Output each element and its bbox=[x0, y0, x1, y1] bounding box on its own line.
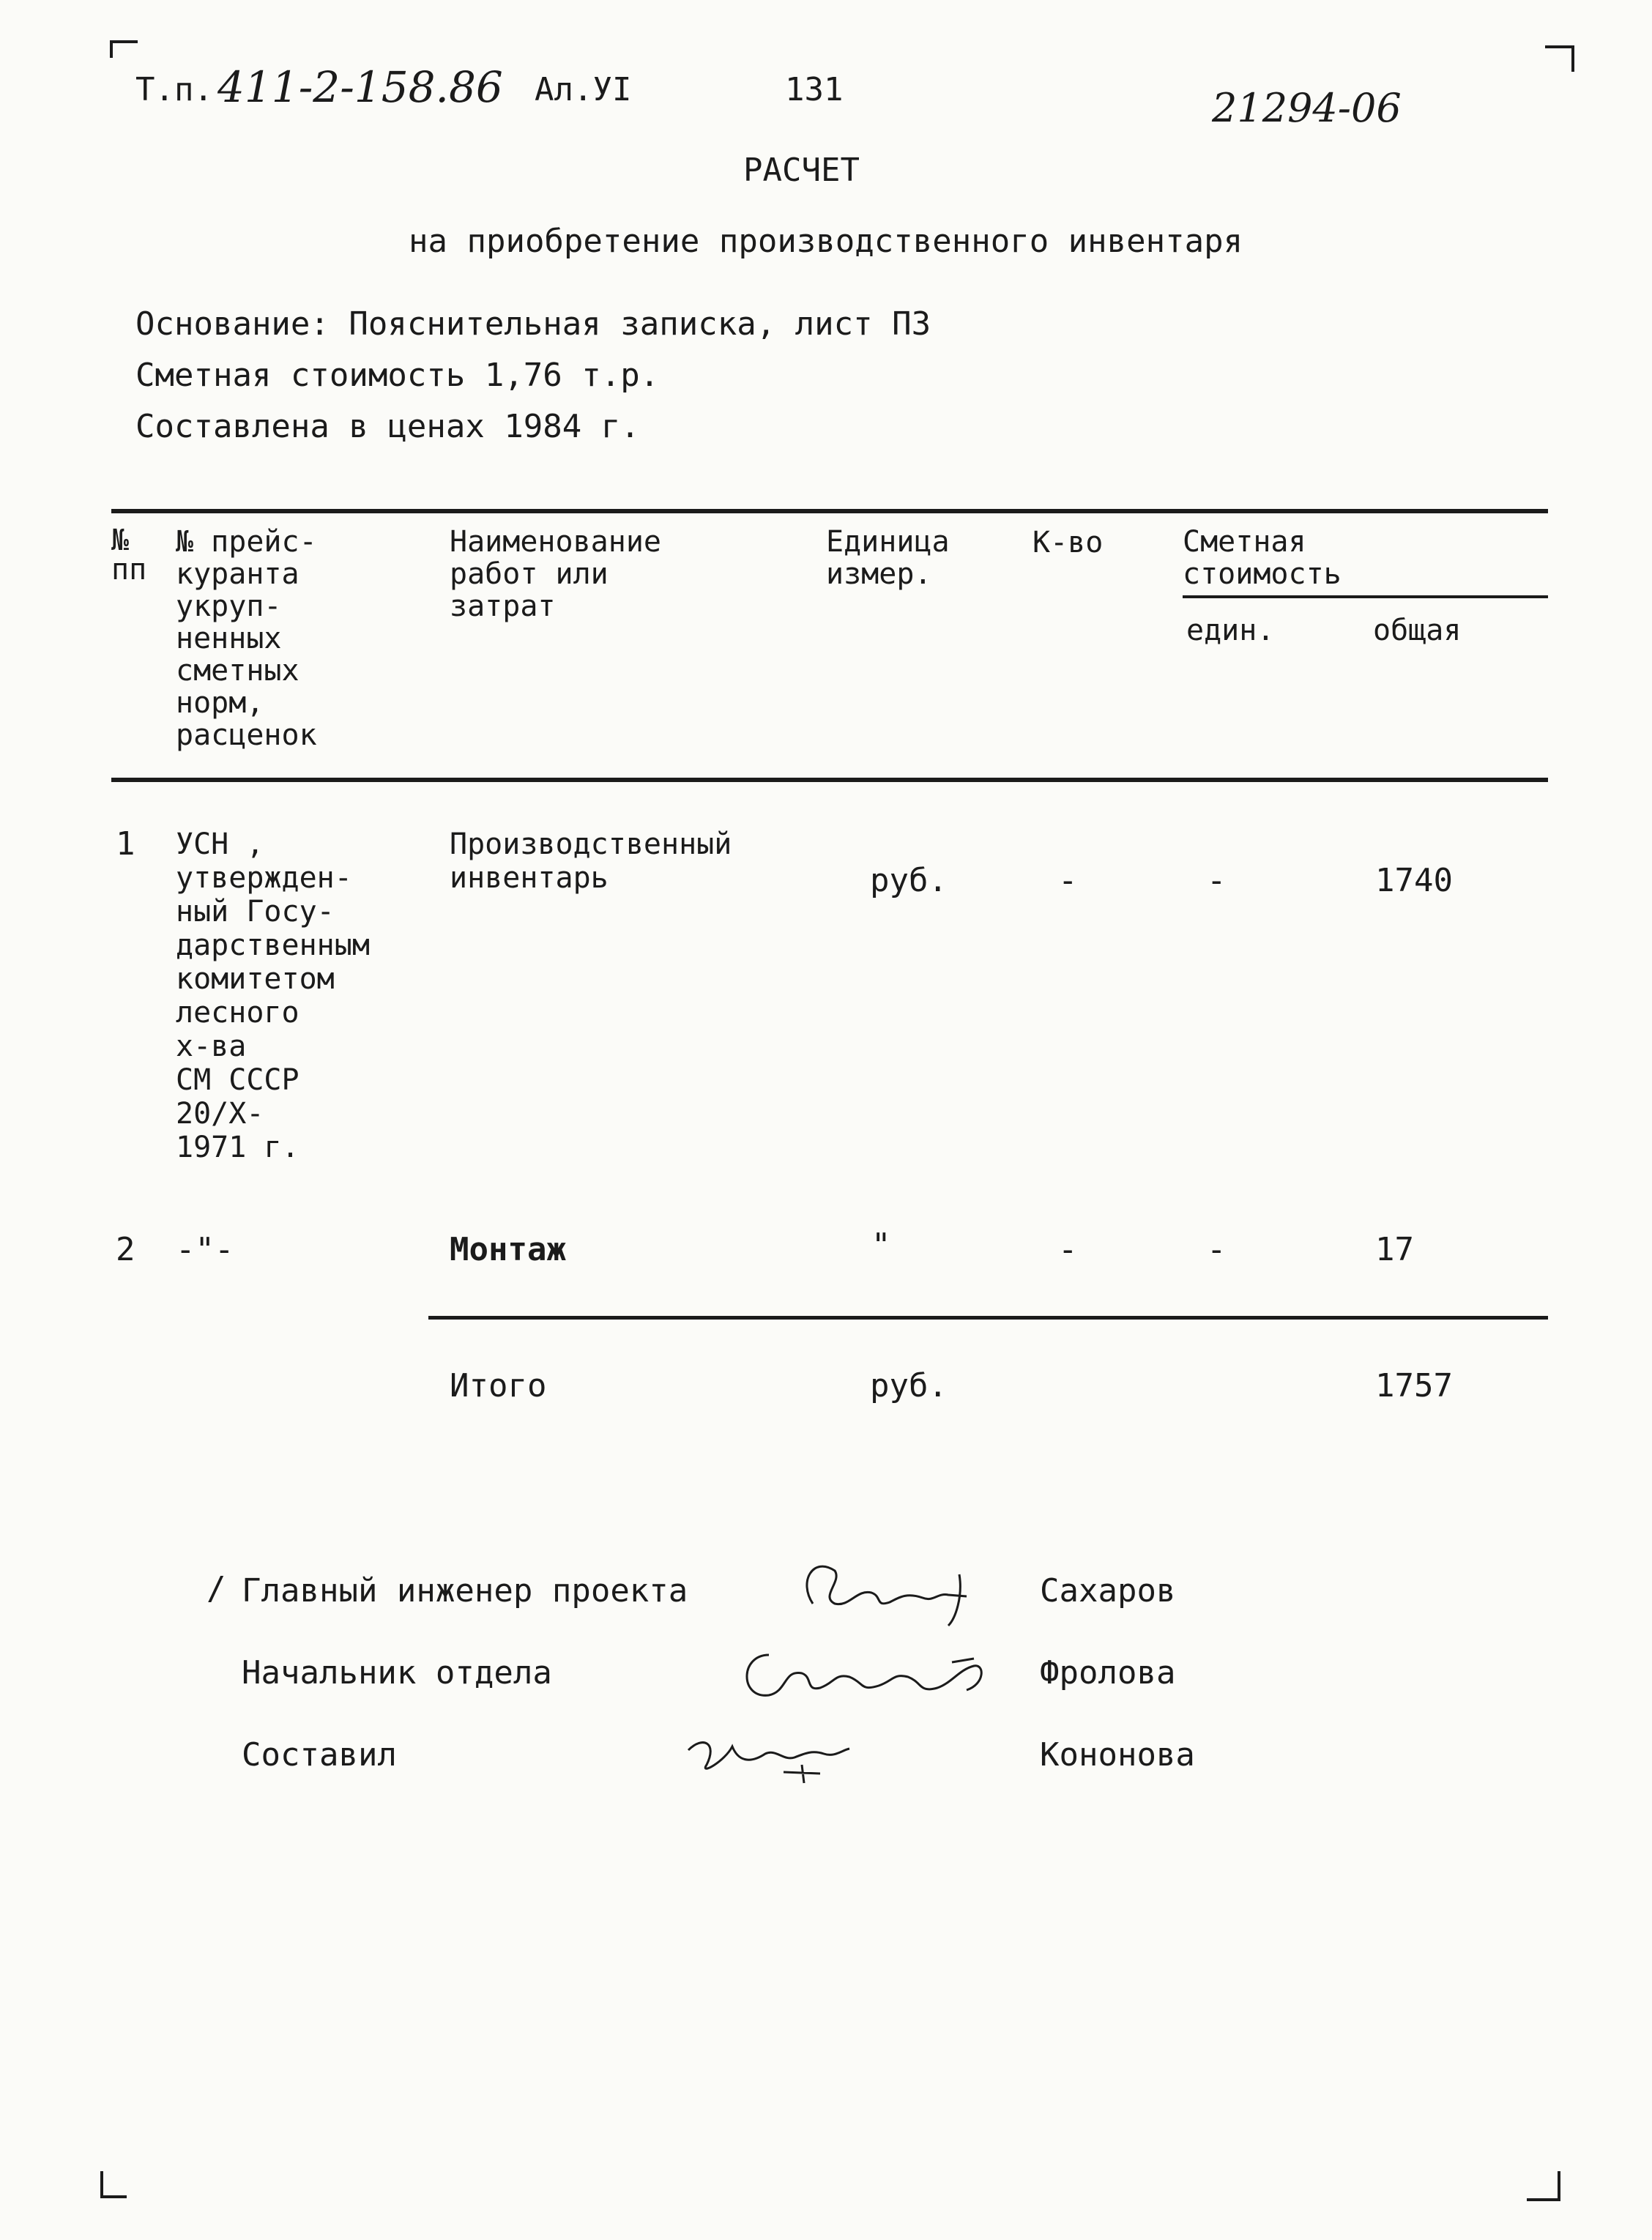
signature-scribble bbox=[674, 1721, 908, 1794]
tp-number: 411-2-158.86 bbox=[217, 62, 503, 112]
row-cost-total: 1740 bbox=[1375, 862, 1453, 899]
tp-prefix: Т.п. bbox=[135, 71, 213, 108]
header-pricelist: № прейс- куранта укруп- ненных сметных норм, расценок bbox=[176, 525, 317, 752]
page-number: 131 bbox=[785, 71, 844, 108]
document-subtitle: на приобретение производственного инвентаря bbox=[409, 223, 1243, 260]
header-cost-total: общая bbox=[1373, 614, 1462, 647]
header-num: № пп bbox=[111, 524, 147, 587]
header-cost-unit: един. bbox=[1186, 614, 1275, 647]
crop-mark-bottom-left bbox=[100, 2171, 103, 2198]
crop-mark-top-left bbox=[110, 40, 138, 43]
signature-role: Составил bbox=[242, 1736, 397, 1774]
signature-tick-mark: / bbox=[206, 1570, 226, 1607]
total-value: 1757 bbox=[1375, 1367, 1453, 1404]
document-title: РАСЧЕТ bbox=[743, 152, 860, 189]
row-name: Монтаж bbox=[450, 1231, 566, 1268]
header-bottom-rule bbox=[111, 778, 1548, 782]
album-label: Ал.УI bbox=[535, 71, 632, 108]
crop-mark-bottom-left-h bbox=[100, 2195, 127, 2198]
signature-scribble bbox=[732, 1633, 1025, 1714]
row-pricelist: -"- bbox=[176, 1231, 234, 1268]
signature-scribble bbox=[791, 1552, 1011, 1633]
header-name: Наименование работ или затрат bbox=[450, 525, 661, 623]
inventory-number: 21294-06 bbox=[1212, 85, 1402, 131]
row-num: 2 bbox=[116, 1231, 135, 1268]
signature-role: Главный инженер проекта bbox=[242, 1572, 688, 1610]
header-unit: Единица измер. bbox=[826, 525, 950, 591]
prices-line: Составлена в ценах 1984 г. bbox=[135, 408, 640, 445]
row-qty: - bbox=[1058, 1231, 1078, 1268]
row-pricelist: УСН , утвержден- ный Госу- дарственным комитетом лесного х-ва СМ СССР 20/Х- 1971 г. bbox=[176, 827, 370, 1164]
row-num: 1 bbox=[116, 825, 135, 863]
signature-role: Начальник отдела bbox=[242, 1654, 552, 1692]
row-unit: руб. bbox=[870, 862, 948, 899]
signature-name: Сахаров bbox=[1040, 1572, 1176, 1610]
table-top-rule bbox=[111, 509, 1548, 513]
crop-mark-top-right-v bbox=[1571, 45, 1574, 72]
crop-mark-top-right bbox=[1545, 45, 1574, 48]
signature-name: Фролова bbox=[1040, 1654, 1176, 1692]
crop-mark-bottom-right bbox=[1558, 2171, 1560, 2200]
row-qty: - bbox=[1058, 862, 1078, 899]
cost-header-rule bbox=[1183, 595, 1548, 598]
crop-mark-bottom-right-h bbox=[1527, 2198, 1560, 2201]
total-rule bbox=[428, 1316, 1548, 1320]
total-label: Итого bbox=[450, 1367, 547, 1404]
basis-line: Основание: Пояснительная записка, лист П3 bbox=[135, 305, 931, 343]
row-cost-unit: - bbox=[1207, 862, 1227, 899]
signature-name: Кононова bbox=[1040, 1736, 1195, 1774]
row-cost-total: 17 bbox=[1375, 1231, 1414, 1268]
row-unit: " bbox=[871, 1227, 891, 1264]
total-unit: руб. bbox=[870, 1367, 948, 1404]
header-cost: Сметная стоимость bbox=[1183, 525, 1342, 591]
cost-line: Сметная стоимость 1,76 т.р. bbox=[135, 357, 660, 394]
crop-mark-top-left-v bbox=[110, 40, 113, 58]
row-name: Производственный инвентарь bbox=[450, 827, 732, 895]
header-qty: К-во bbox=[1032, 526, 1104, 559]
row-cost-unit: - bbox=[1207, 1231, 1227, 1268]
